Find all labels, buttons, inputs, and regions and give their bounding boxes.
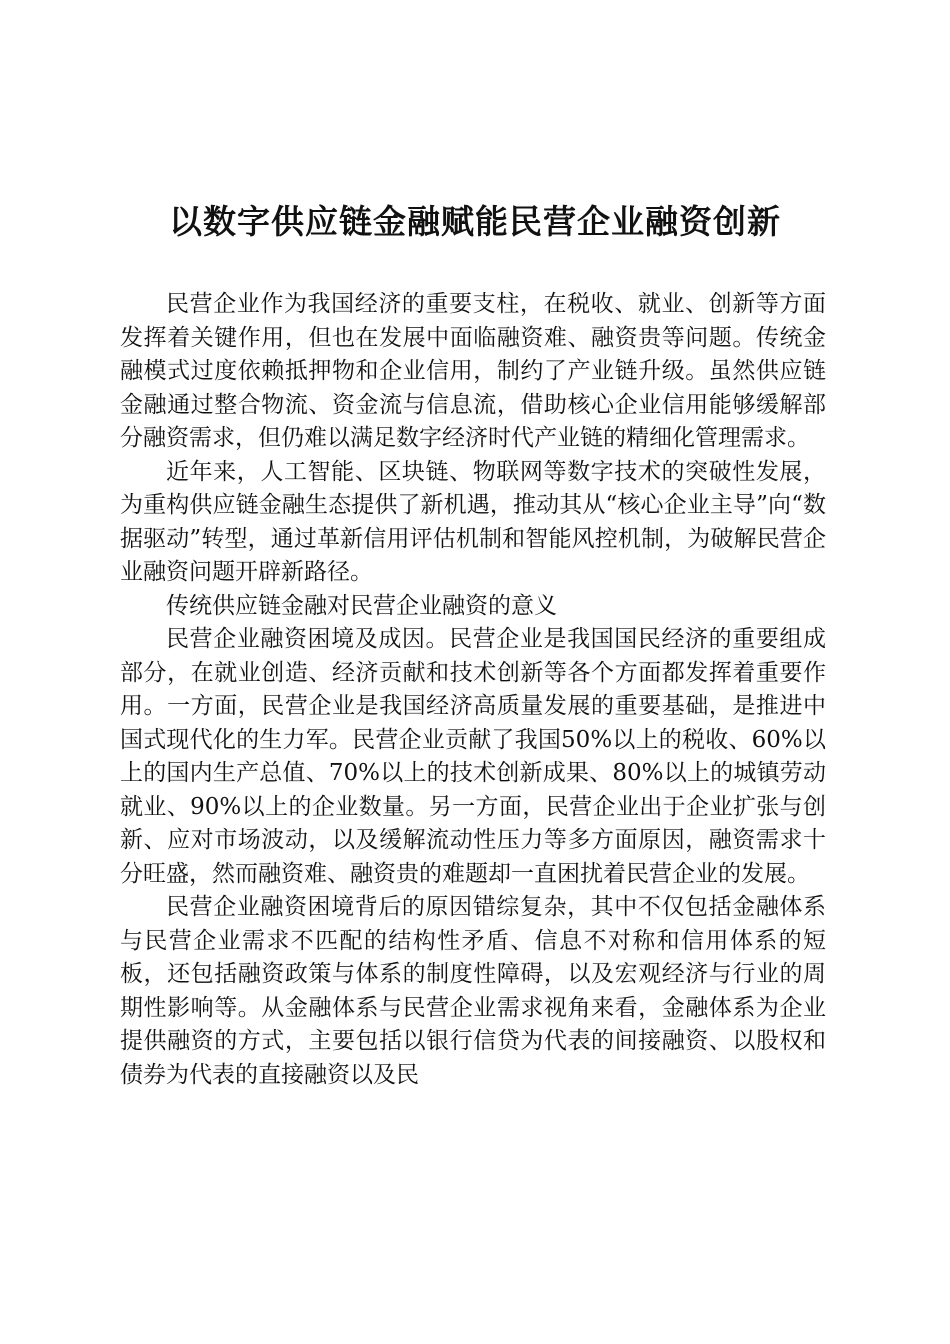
document-title: 以数字供应链金融赋能民营企业融资创新: [169, 202, 781, 241]
section-heading: 传统供应链金融对民营企业融资的意义: [166, 592, 557, 619]
paragraph-financing-dilemma: 民营企业融资困境及成因。民营企业是我国国民经济的重要组成部分，在就业创造、经济贡献和技术创新等各个方面都发挥着重要作用。一方面，民营企业是我国经济高质量发展的重要基础，是推进中国式现代化的生力军。民营企业贡献了我国50%以上的税收、60%以上的国内生产总值、70%以上的技术创新成果、80%以上的城镇劳动就业、90%以上的企业数量。另一方面，民营企业出于企业扩张与创新、应对市场波动，以及缓解流动性压力等多方面原因，融资需求十分旺盛，然而融资难、融资贵的难题却一直困扰着民营企业的发展。: [120, 626, 826, 887]
paragraph-intro: 民营企业作为我国经济的重要支柱，在税收、就业、创新等方面发挥着关键作用，但也在发展中面临融资难、融资贵等问题。传统金融模式过度依赖抵押物和企业信用，制约了产业链升级。虽然供应链金融通过整合物流、资金流与信息流，借助核心企业信用能够缓解部分融资需求，但仍难以满足数字经济时代产业链的精细化管理需求。: [120, 291, 826, 451]
paragraph-causes: 民营企业融资困境背后的原因错综复杂，其中不仅包括金融体系与民营企业需求不匹配的结构性矛盾、信息不对称和信用体系的短板，还包括融资政策与体系的制度性障碍，以及宏观经济与行业的周期性影响等。从金融体系与民营企业需求视角来看，金融体系为企业提供融资的方式，主要包括以银行信贷为代表的间接融资、以股权和债券为代表的直接融资以及民: [120, 894, 826, 1088]
paragraph-digital-tech: 近年来，人工智能、区块链、物联网等数字技术的突破性发展，为重构供应链金融生态提供了新机遇，推动其从“核心企业主导”向“数据驱动”转型，通过革新信用评估机制和智能风控机制，为破解民营企业融资问题开辟新路径。: [120, 458, 826, 585]
document-body: [120, 288, 826, 1092]
